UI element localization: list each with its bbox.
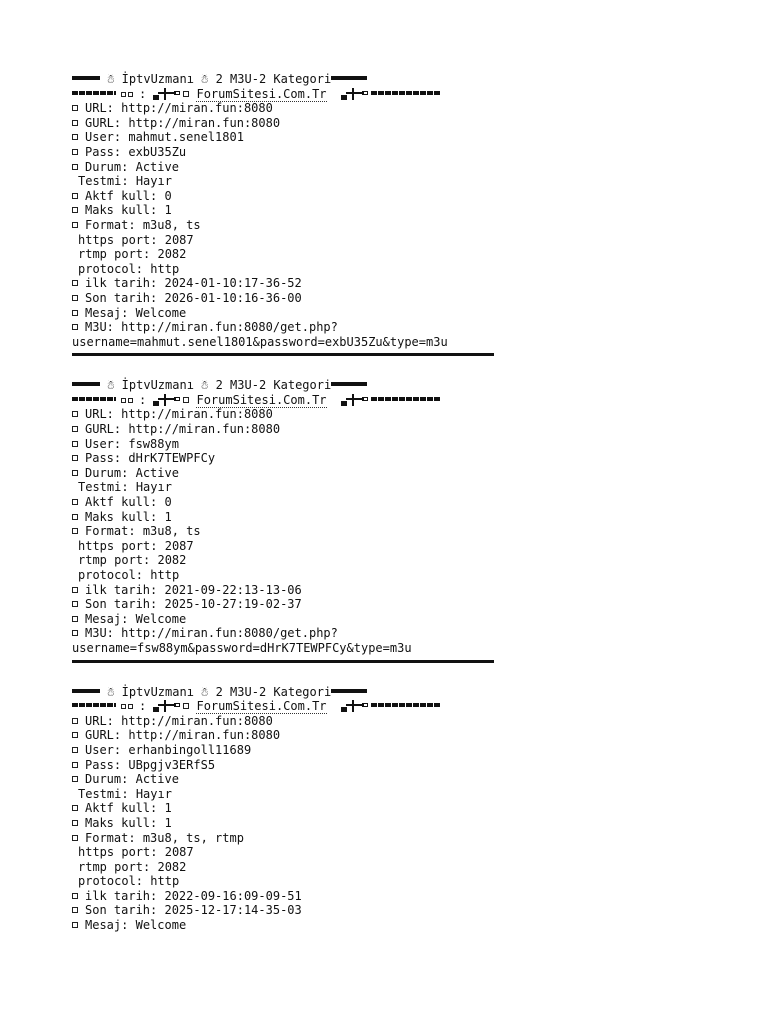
field-format: Format: m3u8, ts [72,218,712,233]
field-https: https port: 2087 [78,538,194,553]
mesaj-value: Welcome [135,918,187,933]
decor-bar [72,382,100,386]
field-durum: Durum: Active [72,160,712,175]
field-maks: Maks kull: 1 [72,203,712,218]
pass-value: exbU35Zu [128,144,187,159]
field-url: URL: http://miran.fun:8080 [72,407,712,422]
bullet-icon [72,441,78,447]
field-url: URL: http://miran.fun:8080 [72,714,712,729]
pass-value: dHrK7TEWPFCy [128,451,216,466]
bullet-icon [183,703,189,709]
bullet-icon [72,776,78,782]
bullet-icon [183,397,189,403]
key-icon [153,699,181,713]
field-format: Format: m3u8, ts, rtmp [72,831,712,846]
url-value: http://miran.fun:8080 [121,101,273,116]
bullet-icon [72,514,78,520]
rtmp-value: 2082 [157,553,187,568]
entry-title-line [72,378,712,393]
field-user: User: fsw88ym [72,437,712,452]
forum-site-link[interactable]: ForumSitesi.Com.Tr [196,392,327,407]
bullet-icon [72,762,78,768]
field-rtmp: rtmp port: 2082 [78,859,187,874]
key-icon [341,87,369,101]
entry-title: ☃ İptvUzmanı ☃ 2 M3U-2 Kategori [107,378,332,393]
protocol-value: http [150,261,180,276]
forum-site-link[interactable]: ForumSitesi.Com.Tr [196,699,327,714]
field-son: Son tarih: 2025-10-27:19-02-37 [72,597,712,612]
bullet-icon [72,411,78,417]
bullet-icon [72,149,78,155]
field-durum: Durum: Active [72,466,712,481]
entry-title: ☃ İptvUzmanı ☃ 2 M3U-2 Kategori [107,72,332,86]
separator-line [72,660,494,663]
field-pass: Pass: dHrK7TEWPFCy [72,451,712,466]
https-value: 2087 [164,538,194,553]
bullet-icon [72,747,78,753]
bullet-icon [72,805,78,811]
gurl-value: http://miran.fun:8080 [128,422,281,437]
aktf-value: 0 [164,188,172,203]
field-pass: Pass: exbU35Zu [72,145,712,160]
gurl-value: http://miran.fun:8080 [128,728,281,743]
field-son: Son tarih: 2025-12-17:14-35-03 [72,903,712,918]
separator-line [72,353,494,356]
bullet-icon [72,426,78,432]
url-value: http://miran.fun:8080 [121,713,273,728]
testmi-value: Hayır [135,480,172,495]
mesaj-value: Welcome [135,305,187,320]
field-ilk: ilk tarih: 2022-09-16:09-09-51 [72,889,712,904]
bullet-icon [72,470,78,476]
field-testmi: Testmi: Hayır [78,174,172,189]
field-aktf: Aktf kull: 0 [72,189,712,204]
durum-value: Active [135,159,179,174]
field-user: User: mahmut.senel1801 [72,130,712,145]
forum-site-link[interactable]: ForumSitesi.Com.Tr [196,86,327,101]
box-icons [121,393,135,408]
bullet-icon [72,295,78,301]
bullet-icon [72,324,78,330]
protocol-value: http [150,874,180,889]
field-protocol: protocol: http [78,261,180,276]
account-entry-1 [72,72,712,356]
bullet-icon [72,893,78,899]
maks-value: 1 [164,509,172,524]
key-icon [153,87,181,101]
field-maks: Maks kull: 1 [72,816,712,831]
m3u-value: http://miran.fun:8080/get.php? [121,320,338,335]
format-value: m3u8, ts, rtmp [142,830,244,845]
field-protocol: protocol: http [78,568,180,582]
entry-title-line [72,685,712,700]
rtmp-value: 2082 [157,859,187,874]
decor-bar [331,382,367,386]
field-user: User: erhanbingoll11689 [72,743,712,758]
maks-value: 1 [164,203,172,218]
bullet-icon [72,222,78,228]
bullet-icon [72,820,78,826]
bullet-icon [72,630,78,636]
field-format: Format: m3u8, ts [72,524,712,539]
gurl-value: http://miran.fun:8080 [128,115,281,130]
field-testmi: Testmi: Hayır [78,786,172,801]
field-rtmp: rtmp port: 2082 [78,553,187,568]
document-page [72,72,712,955]
field-mesaj: Mesaj: Welcome [72,306,712,321]
field-gurl: GURL: http://miran.fun:8080 [72,422,712,437]
forum-line [72,699,712,714]
https-value: 2087 [164,232,194,247]
decor-bar [371,703,441,707]
field-m3u-cont [72,641,712,656]
colon: : [139,699,147,714]
decor-bar [72,91,116,95]
account-entry-2 [72,378,712,662]
decor-bar [331,689,367,693]
bullet-icon [72,120,78,126]
field-https: https port: 2087 [78,845,194,860]
key-icon [153,393,181,407]
entry-title-line [72,72,712,87]
key-icon [341,393,369,407]
bullet-icon [72,587,78,593]
field-aktf: Aktf kull: 1 [72,801,712,816]
durum-value: Active [135,465,179,480]
account-entry-3 [72,685,712,933]
field-mesaj: Mesaj: Welcome [72,612,712,627]
bullet-icon [72,616,78,622]
field-https: https port: 2087 [78,232,194,247]
son-value: 2025-12-17:14-35-03 [164,903,302,918]
son-value: 2025-10-27:19-02-37 [164,597,302,612]
ilk-value: 2024-01-10:17-36-52 [164,276,302,291]
decor-bar [371,397,441,401]
field-ilk: ilk tarih: 2021-09-22:13-13-06 [72,583,712,598]
bullet-icon [72,922,78,928]
bullet-icon [72,455,78,461]
user-value: fsw88ym [128,436,179,451]
bullet-icon [72,718,78,724]
bullet-icon [72,280,78,286]
bullet-icon [72,835,78,841]
durum-value: Active [135,772,179,787]
bullet-icon [72,207,78,213]
aktf-value: 1 [164,801,172,816]
pass-value: UBpgjv3ERfS5 [128,757,216,772]
user-value: mahmut.senel1801 [128,130,244,145]
forum-line [72,393,712,408]
field-son: Son tarih: 2026-01-10:16-36-00 [72,291,712,306]
son-value: 2026-01-10:16-36-00 [164,290,302,305]
url-value: http://miran.fun:8080 [121,407,273,422]
https-value: 2087 [164,845,194,860]
bullet-icon [72,528,78,534]
aktf-value: 0 [164,495,172,510]
bullet-icon [72,601,78,607]
format-value: m3u8, ts [142,217,201,232]
field-protocol: protocol: http [78,874,180,889]
field-m3u-cont [72,335,712,350]
maks-value: 1 [164,815,172,830]
m3u-value-cont: username=mahmut.senel1801&password=exbU35Zu&type=m3u [72,334,448,349]
testmi-value: Hayır [135,786,172,801]
field-gurl: GURL: http://miran.fun:8080 [72,116,712,131]
field-aktf: Aktf kull: 0 [72,495,712,510]
field-m3u: M3U: http://miran.fun:8080/get.php? [72,626,712,641]
entry-title: ☃ İptvUzmanı ☃ 2 M3U-2 Kategori [107,684,332,699]
field-ilk: ilk tarih: 2024-01-10:17-36-52 [72,276,712,291]
bullet-icon [72,310,78,316]
mesaj-value: Welcome [135,611,187,626]
bullet-icon [72,193,78,199]
key-icon [341,699,369,713]
format-value: m3u8, ts [142,524,201,539]
m3u-value: http://miran.fun:8080/get.php? [121,626,338,641]
field-durum: Durum: Active [72,772,712,787]
decor-bar [371,91,441,95]
field-rtmp: rtmp port: 2082 [78,247,187,262]
field-testmi: Testmi: Hayır [78,480,172,495]
field-mesaj: Mesaj: Welcome [72,918,712,933]
decor-bar [72,397,116,401]
colon: : [139,392,147,407]
colon: : [139,86,147,101]
testmi-value: Hayır [135,174,172,189]
field-gurl: GURL: http://miran.fun:8080 [72,728,712,743]
field-m3u: M3U: http://miran.fun:8080/get.php? [72,320,712,335]
ilk-value: 2022-09-16:09-09-51 [164,888,302,903]
bullet-icon [72,907,78,913]
box-icons [121,87,135,102]
bullet-icon [72,732,78,738]
field-url: URL: http://miran.fun:8080 [72,101,712,116]
forum-line [72,87,712,102]
ilk-value: 2021-09-22:13-13-06 [164,582,302,597]
bullet-icon [72,105,78,111]
box-icons [121,699,135,714]
protocol-value: http [150,568,180,582]
decor-bar [72,689,100,693]
decor-bar [331,76,367,80]
decor-bar [72,703,116,707]
user-value: erhanbingoll11689 [128,742,252,757]
bullet-icon [183,91,189,97]
bullet-icon [72,499,78,505]
field-pass: Pass: UBpgjv3ERfS5 [72,758,712,773]
field-maks: Maks kull: 1 [72,510,712,525]
m3u-value-cont: username=fsw88ym&password=dHrK7TEWPFCy&type=m3u [72,640,412,655]
bullet-icon [72,134,78,140]
rtmp-value: 2082 [157,247,187,262]
decor-bar [72,76,100,80]
bullet-icon [72,164,78,170]
